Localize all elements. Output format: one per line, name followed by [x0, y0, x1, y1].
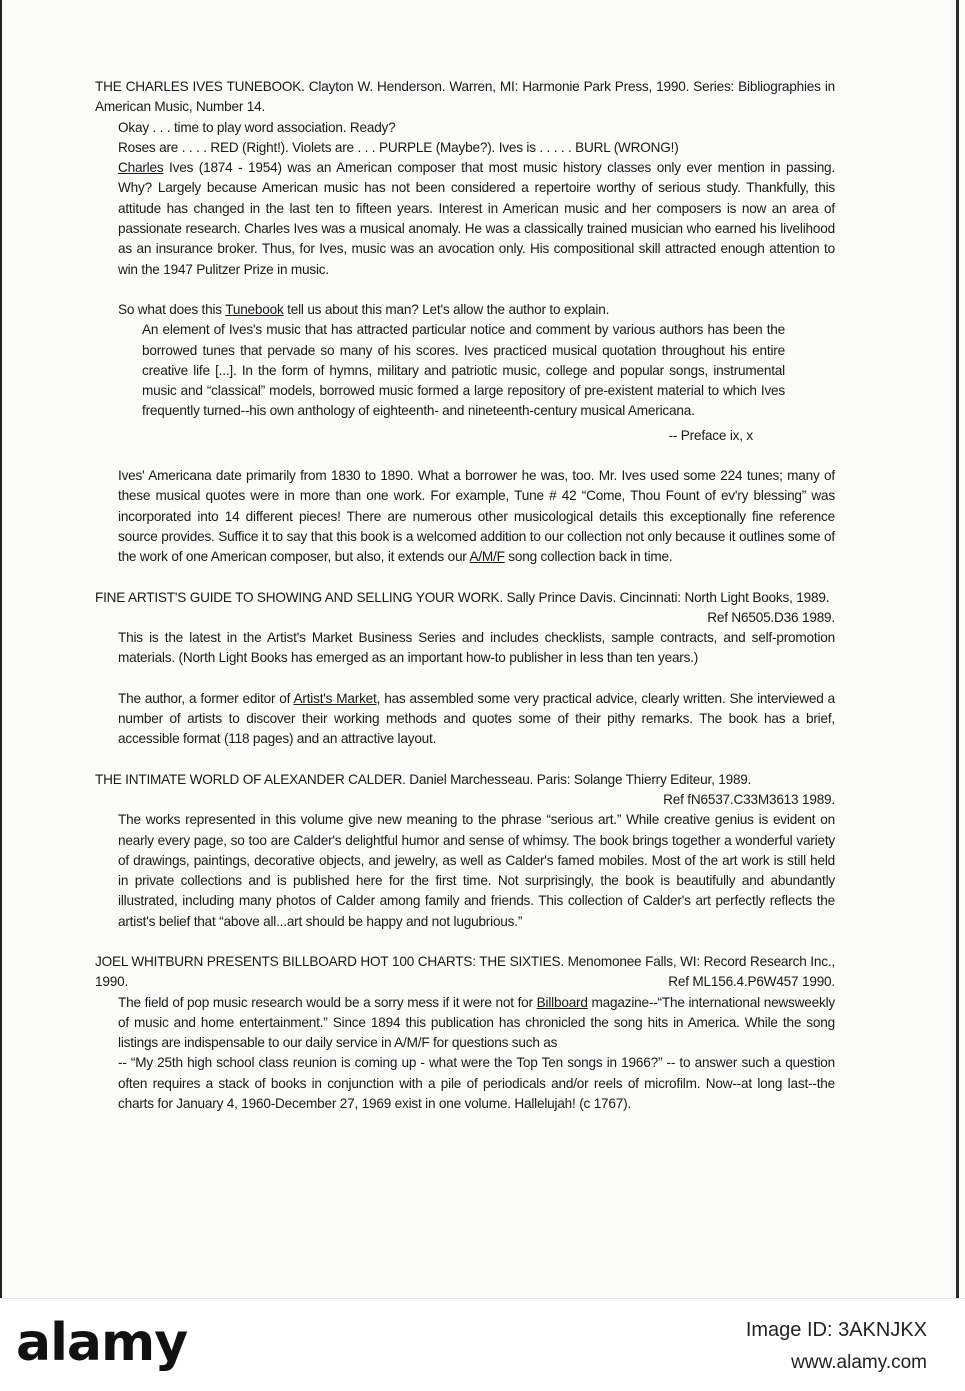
p2-text-a: So what does this: [118, 301, 226, 317]
site-url: www.alamy.com: [791, 1352, 927, 1373]
entry-ives-line2: Roses are . . . . RED (Right!). Violets are . . . PURPLE (Maybe?). Ives is . . . . . BURL (WRONG!): [118, 139, 679, 155]
entry2-paragraph1: This is the latest in the Artist's Market Business Series and includes checklists, sample contracts, and self-promotion materials. (North Light Books has emerged as an important how-to publisher in less than ten years.): [118, 630, 835, 666]
artists-market-underlined: Artist's Market,: [293, 690, 381, 706]
image-id: Image ID: 3AKNJKX: [745, 1319, 927, 1341]
tunebook-underlined: Tunebook: [225, 301, 284, 317]
p3-text-b: song collection back in time.: [504, 549, 673, 565]
entry4-title-text: JOEL WHITBURN PRESENTS BILLBOARD HOT 100 CHARTS: THE SIXTIES. Menomonee Falls, WI: Record Research Inc., 1990.: [95, 953, 835, 990]
entry-title-artists-guide: [95, 588, 835, 629]
amf-underlined: A/M/F: [469, 549, 505, 565]
entry-ives-paragraph1-text: Ives (1874 - 1954) was an American composer that most music history classes only ever mention in passing. Why? Largely because American music has not been considered a repertoire worthy of serious study. Thankfully, this attitude has changed in the last ten to fifteen years. Interest in American music and her composers is now an area of passionate research. Charles Ives was a musical anomaly. He was a classically trained musician who earned his livelihood as an insurance broker. Thus, for Ives, music was an avocation only. His compositional skill attracted enough attention to win the 1947 Pulitzer Prize in music.: [118, 160, 835, 277]
entry2-p2-text-b: has assembled some very practical advice, clearly written. She interviewed a number of artists to discover their working methods and quotes some of their pithy remarks. The book has a brief, accessible format (118 pages) and an attractive layout.: [118, 690, 836, 747]
entry-ives-paragraph3: [95, 466, 835, 567]
entry4-paragraph1: [95, 993, 835, 1054]
entry3-paragraph1: The works represented in this volume give new meaning to the phrase “serious art.” While creative genius is evident on nearly every page, so too are Calder's delightful humor and sense of whimsy. The book brings together a wonderful variety of drawings, paintings, decorative objects, and jewelry, as well as Calder's famed mobiles. Most of the art work is still held in private collections and is published here for the first time. Not surprisingly, the book is beautifully and abundantly illustrated, including many photos of Calder among family and friends. This collection of Calder's art perfectly reflects the artist's belief that “above all...art should be happy and not lugubrious.”: [118, 812, 835, 929]
call-number: Ref ML156.4.P6W457 1990.: [668, 974, 835, 990]
entry4-p1-text-a: The field of pop music research would be a sorry mess if it were not for: [118, 994, 537, 1010]
entry-ives-line1: Okay . . . time to play word association. Ready?: [118, 119, 396, 135]
entry2-paragraph2: [95, 689, 835, 750]
entry-ives-paragraph2: [95, 300, 835, 320]
review-column: [95, 77, 835, 1114]
call-number: Ref fN6537.C33M3613 1989.: [663, 791, 835, 807]
entry-title-calder: THE INTIMATE WORLD OF ALEXANDER CALDER. Daniel Marchesseau. Paris: Solange Thierry Editeur, 1989.: [95, 771, 752, 787]
charles-underlined: Charles: [118, 160, 164, 176]
entry-ives-paragraph1: [95, 158, 835, 280]
entry-title-ives: THE CHARLES IVES TUNEBOOK. Clayton W. Henderson. Warren, MI: Harmonie Park Press, 1990. Series: Bibliographies in American Music, Number 14.: [95, 79, 835, 115]
entry-title-billboard: [95, 952, 835, 993]
call-number: Ref N6505.D36 1989.: [707, 609, 835, 625]
entry2-p2-text-a: The author, a former editor of: [118, 690, 294, 706]
entry4-p1-text-b: magazine--“The international newsweekly of music and home entertainment.” Since 1894 this publication has chronicled the song hits in America. While the song listings are indispensable to our daily service in A/M/F for questions such as: [118, 994, 836, 1051]
billboard-underlined: Billboard: [536, 994, 588, 1010]
scan-edge-left: [0, 0, 2, 1298]
p3-text-a: Ives' Americana date primarily from 1830 to 1890. What a borrower he was, too. Mr. Ives used some 224 tunes; many of these musical quotes were in more than one work. For example, Tune # 42 “Come, Thou Fount of ev'ry blessing” was incorporated into 14 different pieces! There are numerous other musicological details this exceptionally fine reference source provides. Suffice it to say that this book is a welcomed addition to our collection not only because it outlines some of the work of one American composer, but also, it extends our: [118, 468, 835, 565]
scan-edge-right: [956, 0, 959, 1298]
entry2-title-text: FINE ARTIST'S GUIDE TO SHOWING AND SELLING YOUR WORK. Sally Prince Davis. Cincinnati: North Light Books, 1989.: [95, 589, 830, 605]
alamy-logo: alamy: [16, 1313, 188, 1373]
block-quote: An element of Ives's music that has attracted particular notice and comment by various authors has been the borrowed tunes that pervade so many of his scores. Ives practiced musical quotation throughout his entire creative life [...]. In the form of hymns, military and patriotic music, college and popular songs, instrumental music and “classical” models, borrowed music formed a large repository of pre-existent material to which Ives frequently turned--his own anthology of eighteenth- and nineteenth-century musical Americana.: [142, 322, 785, 419]
p2-text-b: tell us about this man? Let's allow the author to explain.: [283, 301, 610, 317]
entry4-paragraph2: -- “My 25th high school class reunion is coming up - what were the Top Ten songs in 1966?” -- to answer such a question often requires a stack of books in conjunction with a pile of periodicals and/or reels of microfilm. Now--at long last--the charts for January 4, 1960-December 27, 1969 exist in one volume. Hallelujah! (c 1767).: [118, 1055, 835, 1112]
watermark-footer: [0, 1298, 965, 1391]
quote-citation: -- Preface ix, x: [668, 427, 753, 443]
